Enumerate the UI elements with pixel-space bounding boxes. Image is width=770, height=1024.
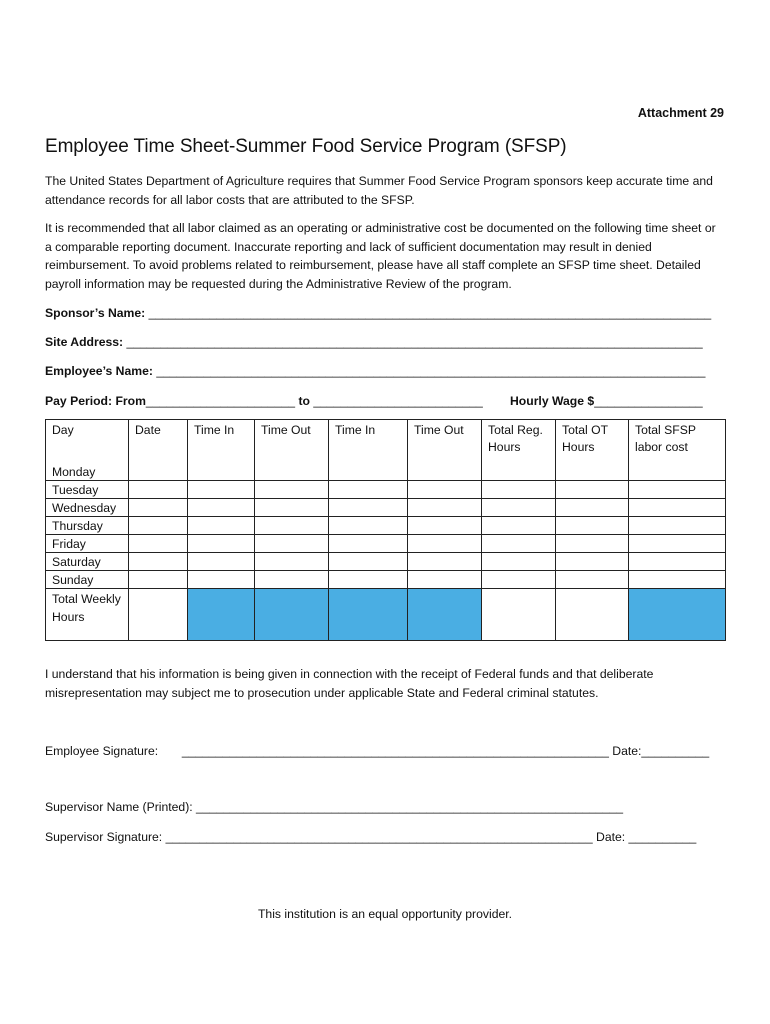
- header-time-in-2: Time In: [329, 420, 408, 464]
- sponsor-name-field[interactable]: [45, 306, 711, 320]
- table-row: [46, 535, 726, 553]
- labor-cost-cell[interactable]: [629, 517, 726, 535]
- time-out-cell[interactable]: [255, 517, 329, 535]
- reg-hours-cell[interactable]: [482, 535, 556, 553]
- time-out-cell[interactable]: [408, 571, 482, 589]
- time-out-cell[interactable]: [255, 499, 329, 517]
- employee-signature-label: Employee Signature:: [45, 744, 159, 758]
- shaded-cell: [255, 589, 329, 641]
- time-in-cell[interactable]: [188, 535, 255, 553]
- table-row: [46, 499, 726, 517]
- ot-hours-cell[interactable]: [556, 535, 629, 553]
- shaded-cell: [629, 589, 726, 641]
- total-ot-hours-cell[interactable]: [556, 589, 629, 641]
- time-out-cell[interactable]: [255, 571, 329, 589]
- ot-hours-cell[interactable]: [556, 517, 629, 535]
- time-out-cell[interactable]: [255, 535, 329, 553]
- acknowledgement-statement: I understand that his information is being given in connection with the receipt of Federal funds and that deliberate misrepresentation may subject me to prosecution under applicable State and Federal criminal statutes.: [45, 667, 654, 700]
- total-reg-hours-cell[interactable]: [482, 589, 556, 641]
- site-address-label: Site Address:: [45, 335, 124, 349]
- labor-cost-cell[interactable]: [629, 535, 726, 553]
- header-total-sfsp-cost: Total SFSP labor cost: [629, 420, 726, 464]
- reg-hours-cell[interactable]: [482, 553, 556, 571]
- supervisor-signature-line[interactable]: _______________________________________________________________: [165, 830, 593, 844]
- day-label: Thursday: [46, 517, 129, 535]
- labor-cost-cell[interactable]: [629, 571, 726, 589]
- reg-hours-cell[interactable]: [482, 517, 556, 535]
- supervisor-name-line[interactable]: _______________________________________________________________: [196, 800, 624, 814]
- supervisor-signature-label: Supervisor Signature:: [45, 830, 163, 844]
- table-header-row: [46, 420, 726, 464]
- date-cell[interactable]: [129, 499, 188, 517]
- time-in-cell[interactable]: [188, 463, 255, 481]
- pay-period-field[interactable]: [45, 394, 483, 408]
- supervisor-date-field[interactable]: Date: __________: [596, 830, 697, 844]
- employee-name-field[interactable]: [45, 364, 705, 378]
- time-in-cell[interactable]: [188, 553, 255, 571]
- time-out-cell[interactable]: [408, 517, 482, 535]
- ot-hours-cell[interactable]: [556, 481, 629, 499]
- employee-signature-line[interactable]: _______________________________________________________________: [181, 744, 609, 758]
- reg-hours-cell[interactable]: [482, 463, 556, 481]
- day-label: Sunday: [46, 571, 129, 589]
- date-cell[interactable]: [129, 571, 188, 589]
- reg-hours-cell[interactable]: [482, 481, 556, 499]
- time-out-cell[interactable]: [408, 535, 482, 553]
- table-row: [46, 463, 726, 481]
- header-total-ot-hours: Total OT Hours: [556, 420, 629, 464]
- time-out-cell[interactable]: [255, 481, 329, 499]
- time-out-cell[interactable]: [255, 463, 329, 481]
- time-in-cell[interactable]: [329, 571, 408, 589]
- time-sheet-table: [45, 419, 726, 641]
- reg-hours-cell[interactable]: [482, 499, 556, 517]
- total-weekly-hours-row: [46, 589, 726, 641]
- day-label: Friday: [46, 535, 129, 553]
- pay-period-to-line[interactable]: _________________________: [313, 394, 483, 408]
- shaded-cell: [329, 589, 408, 641]
- ot-hours-cell[interactable]: [556, 571, 629, 589]
- header-total-reg-hours: Total Reg. Hours: [482, 420, 556, 464]
- table-row: [46, 517, 726, 535]
- attachment-label: Attachment 29: [637, 106, 724, 120]
- time-in-cell[interactable]: [188, 571, 255, 589]
- time-out-cell[interactable]: [408, 553, 482, 571]
- employee-signature-field[interactable]: [45, 744, 709, 758]
- hourly-wage-field[interactable]: [510, 394, 703, 408]
- site-address-field[interactable]: [45, 335, 703, 349]
- day-label: Wednesday: [46, 499, 129, 517]
- time-in-cell[interactable]: [329, 481, 408, 499]
- intro-paragraph: The United States Department of Agriculture requires that Summer Food Service Program sponsors keep accurate time and attendance records for all labor costs that are attributed to the SFSP.: [45, 174, 713, 207]
- shaded-cell: [188, 589, 255, 641]
- table-row: [46, 481, 726, 499]
- pay-period-from-line[interactable]: ______________________: [145, 394, 296, 408]
- date-cell[interactable]: [129, 535, 188, 553]
- supervisor-name-field[interactable]: [45, 800, 623, 814]
- pay-period-to-label: to: [298, 394, 310, 408]
- time-in-cell[interactable]: [329, 553, 408, 571]
- total-weekly-hours-label: Total Weekly Hours: [46, 589, 129, 641]
- day-label: Monday: [46, 463, 129, 481]
- employee-name-line[interactable]: _________________________________________________________________________________: [156, 364, 706, 378]
- footer-statement: This institution is an equal opportunity provider.: [257, 907, 513, 921]
- shaded-cell: [408, 589, 482, 641]
- reg-hours-cell[interactable]: [482, 571, 556, 589]
- site-address-line[interactable]: _____________________________________________________________________________________: [126, 335, 703, 349]
- supervisor-name-label: Supervisor Name (Printed):: [45, 800, 193, 814]
- header-day: Day: [46, 420, 129, 464]
- total-date-cell[interactable]: [129, 589, 188, 641]
- header-time-out-1: Time Out: [255, 420, 329, 464]
- time-in-cell[interactable]: [329, 463, 408, 481]
- date-cell[interactable]: [129, 553, 188, 571]
- header-time-in-1: Time In: [188, 420, 255, 464]
- table-row: [46, 553, 726, 571]
- date-cell[interactable]: [129, 463, 188, 481]
- labor-cost-cell[interactable]: [629, 481, 726, 499]
- labor-cost-cell[interactable]: [629, 499, 726, 517]
- time-in-cell[interactable]: [188, 517, 255, 535]
- table-row: [46, 571, 726, 589]
- supervisor-signature-field[interactable]: [45, 830, 696, 844]
- pay-period-label: Pay Period: From: [45, 394, 146, 408]
- sponsor-name-label: Sponsor’s Name:: [45, 306, 146, 320]
- time-in-cell[interactable]: [329, 517, 408, 535]
- employee-date-field[interactable]: Date:__________: [612, 744, 710, 758]
- date-cell[interactable]: [129, 517, 188, 535]
- header-time-out-2: Time Out: [408, 420, 482, 464]
- time-in-cell[interactable]: [329, 499, 408, 517]
- time-in-cell[interactable]: [188, 481, 255, 499]
- recommendation-paragraph: It is recommended that all labor claimed as an operating or administrative cost be documented on the following time sheet or a comparable reporting document. Inaccurate reporting and lack of sufficient documentation may result in denied reimbursement. To avoid problems related to reimbursement, please have all staff complete an SFSP time sheet. Detailed payroll information may be requested during the Administrative Review of the program.: [45, 221, 716, 291]
- ot-hours-cell[interactable]: [556, 553, 629, 571]
- page-title: Employee Time Sheet-Summer Food Service Program (SFSP): [45, 136, 567, 157]
- time-out-cell[interactable]: [255, 553, 329, 571]
- labor-cost-cell[interactable]: [629, 463, 726, 481]
- time-out-cell[interactable]: [408, 463, 482, 481]
- day-label: Tuesday: [46, 481, 129, 499]
- employee-name-label: Employee’s Name:: [45, 364, 153, 378]
- time-in-cell[interactable]: [188, 499, 255, 517]
- hourly-wage-label: Hourly Wage $: [510, 394, 595, 408]
- header-date: Date: [129, 420, 188, 464]
- sponsor-name-line[interactable]: ___________________________________________________________________________________: [148, 306, 712, 320]
- time-out-cell[interactable]: [408, 481, 482, 499]
- day-label: Saturday: [46, 553, 129, 571]
- ot-hours-cell[interactable]: [556, 463, 629, 481]
- time-out-cell[interactable]: [408, 499, 482, 517]
- date-cell[interactable]: [129, 481, 188, 499]
- labor-cost-cell[interactable]: [629, 553, 726, 571]
- hourly-wage-line[interactable]: ________________: [594, 394, 703, 408]
- time-in-cell[interactable]: [329, 535, 408, 553]
- ot-hours-cell[interactable]: [556, 499, 629, 517]
